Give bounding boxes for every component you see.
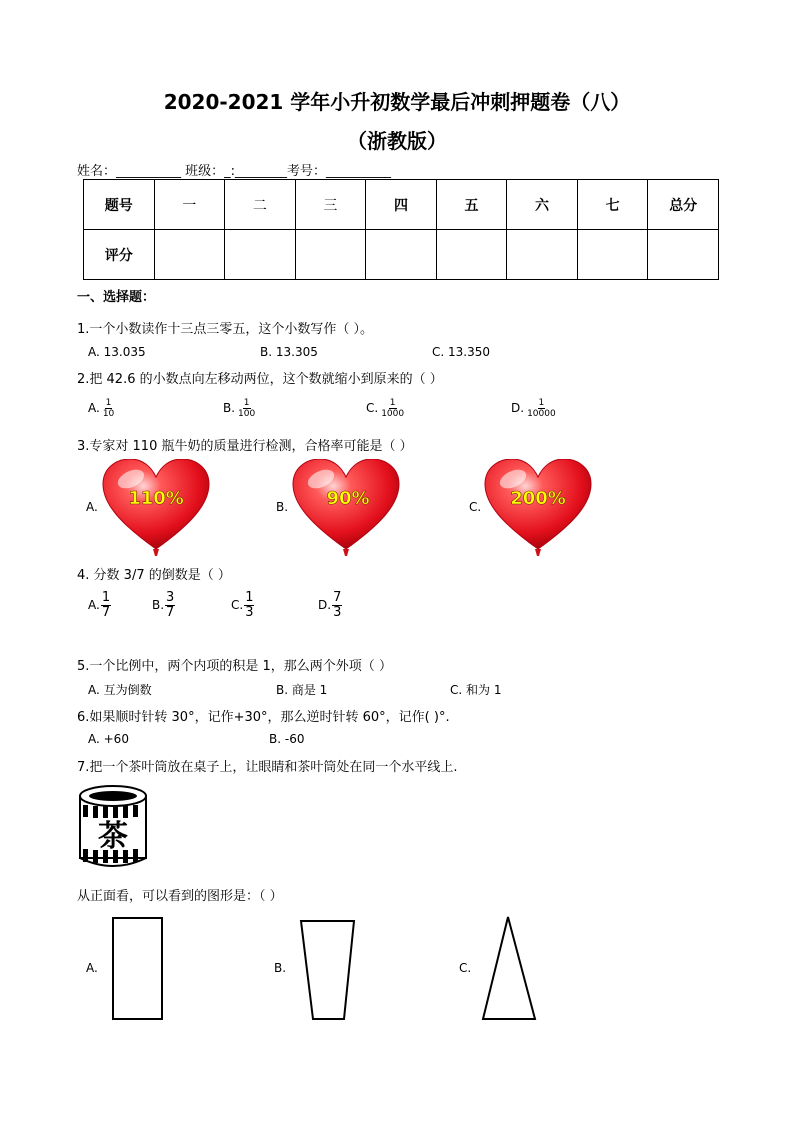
question-7-text: 7.把一个茶叶筒放在桌子上，让眼睛和茶叶筒处在同一个水平线上.: [77, 760, 458, 775]
question-2-text: 2.把 42.6 的小数点向左移动两位，这个数就缩小到原来的（ ）: [77, 372, 443, 387]
fraction-denominator: 3: [333, 605, 342, 620]
question-7-prompt: 从正面看，可以看到的图形是：（ ）: [77, 889, 283, 904]
option-letter: B.: [223, 401, 236, 415]
page-title: 2020-2021 学年小升初数学最后冲刺押题卷（八）: [163, 90, 631, 114]
option-letter: D.: [511, 401, 525, 415]
question-3-text: 3.专家对 110 瓶牛奶的质量进行检测，合格率可能是（ ）: [77, 439, 413, 454]
question-6-text: 6.如果顺时针转 30°，记作+30°，那么逆时针转 60°，记作( )°.: [77, 710, 450, 725]
fraction-denominator: 7: [101, 605, 111, 620]
score-table-cell: 一: [154, 180, 225, 230]
question-7-option-a-letter: A.: [86, 961, 98, 975]
fraction-numerator: 7: [333, 590, 342, 605]
question-4-option-b: [152, 591, 175, 620]
question-6-option-a: A. +60: [88, 732, 129, 746]
fraction-denominator: 1000: [381, 409, 405, 419]
student-info-line: 姓名：__________ 班级：_:________考号：__________: [77, 164, 392, 179]
fraction-numerator: 1: [389, 398, 396, 408]
tea-canister-image: [80, 786, 146, 866]
question-3-option-c-letter: C.: [469, 500, 482, 514]
heart-label: 90%: [326, 488, 370, 509]
score-table-cell: 二: [225, 180, 296, 230]
question-1-text: 1.一个小数读作十三点三零五，这个小数写作（ ）。: [77, 322, 374, 337]
fraction-numerator: 1: [538, 398, 545, 408]
question-1-option-a: A. 13.035: [88, 345, 146, 359]
question-1-option-b: B. 13.305: [260, 345, 318, 359]
question-6-option-b: B. -60: [269, 732, 305, 746]
fraction-numerator: 3: [166, 590, 175, 605]
question-5-text: 5.一个比例中，两个内项的积是 1，那么两个外项（ ）: [77, 659, 392, 674]
score-table-cell: 总分: [648, 180, 719, 230]
fraction-denominator: 100: [238, 409, 256, 419]
question-5-option-a: A. 互为倒数: [88, 683, 152, 697]
score-table-cell: 六: [507, 180, 578, 230]
question-4-text: 4. 分数 3/7 的倒数是（ ）: [77, 568, 231, 583]
page-subtitle: （浙教版）: [347, 129, 447, 153]
fraction-denominator: 10: [102, 409, 115, 419]
heart-label: 110%: [128, 488, 184, 509]
score-table-cell: 评分: [84, 230, 155, 280]
fraction-denominator: 3: [245, 605, 254, 620]
fraction: [244, 591, 254, 620]
score-table-cell: 三: [295, 180, 366, 230]
question-5-option-b: B. 商是 1: [276, 683, 328, 697]
question-4-option-a: [88, 591, 111, 620]
score-table-cell: 四: [366, 180, 437, 230]
fraction: [165, 591, 175, 620]
heart-balloon-icon: [485, 459, 591, 556]
option-letter: B.: [152, 598, 165, 612]
option-letter: C.: [231, 598, 244, 612]
question-4-option-c: [231, 591, 254, 620]
option-letter: A.: [88, 401, 100, 415]
heart-label: 200%: [510, 488, 566, 509]
fraction: [101, 591, 111, 620]
tea-character: 茶: [98, 819, 128, 854]
score-table-cell: 题号: [84, 180, 155, 230]
question-3-option-b-letter: B.: [276, 500, 289, 514]
trapezoid-shape: [301, 921, 354, 1019]
fraction-numerator: 1: [243, 398, 250, 408]
question-3-option-a-letter: A.: [86, 500, 98, 514]
fraction-denominator: 10000: [527, 409, 556, 419]
fraction-denominator: 7: [166, 605, 175, 620]
triangle-shape: [483, 917, 535, 1019]
fraction: [332, 591, 342, 620]
question-5-option-c: C. 和为 1: [450, 683, 502, 697]
heart-balloon-icon: [103, 459, 209, 556]
question-4-option-d: [318, 591, 342, 620]
fraction-numerator: 1: [101, 590, 111, 605]
fraction-numerator: 1: [105, 398, 112, 408]
score-table-cell: 七: [577, 180, 648, 230]
option-letter: D.: [318, 598, 332, 612]
question-7-option-b-letter: B.: [274, 961, 287, 975]
option-letter: C.: [366, 401, 379, 415]
option-letter: A.: [88, 598, 100, 612]
rectangle-shape: [113, 918, 162, 1019]
section-heading: 一、选择题：: [77, 290, 156, 305]
score-table-cell: 五: [436, 180, 507, 230]
fraction-numerator: 1: [245, 590, 254, 605]
question-7-option-c-letter: C.: [459, 961, 472, 975]
question-1-option-c: C. 13.350: [432, 345, 490, 359]
heart-balloon-icon: [293, 459, 399, 556]
